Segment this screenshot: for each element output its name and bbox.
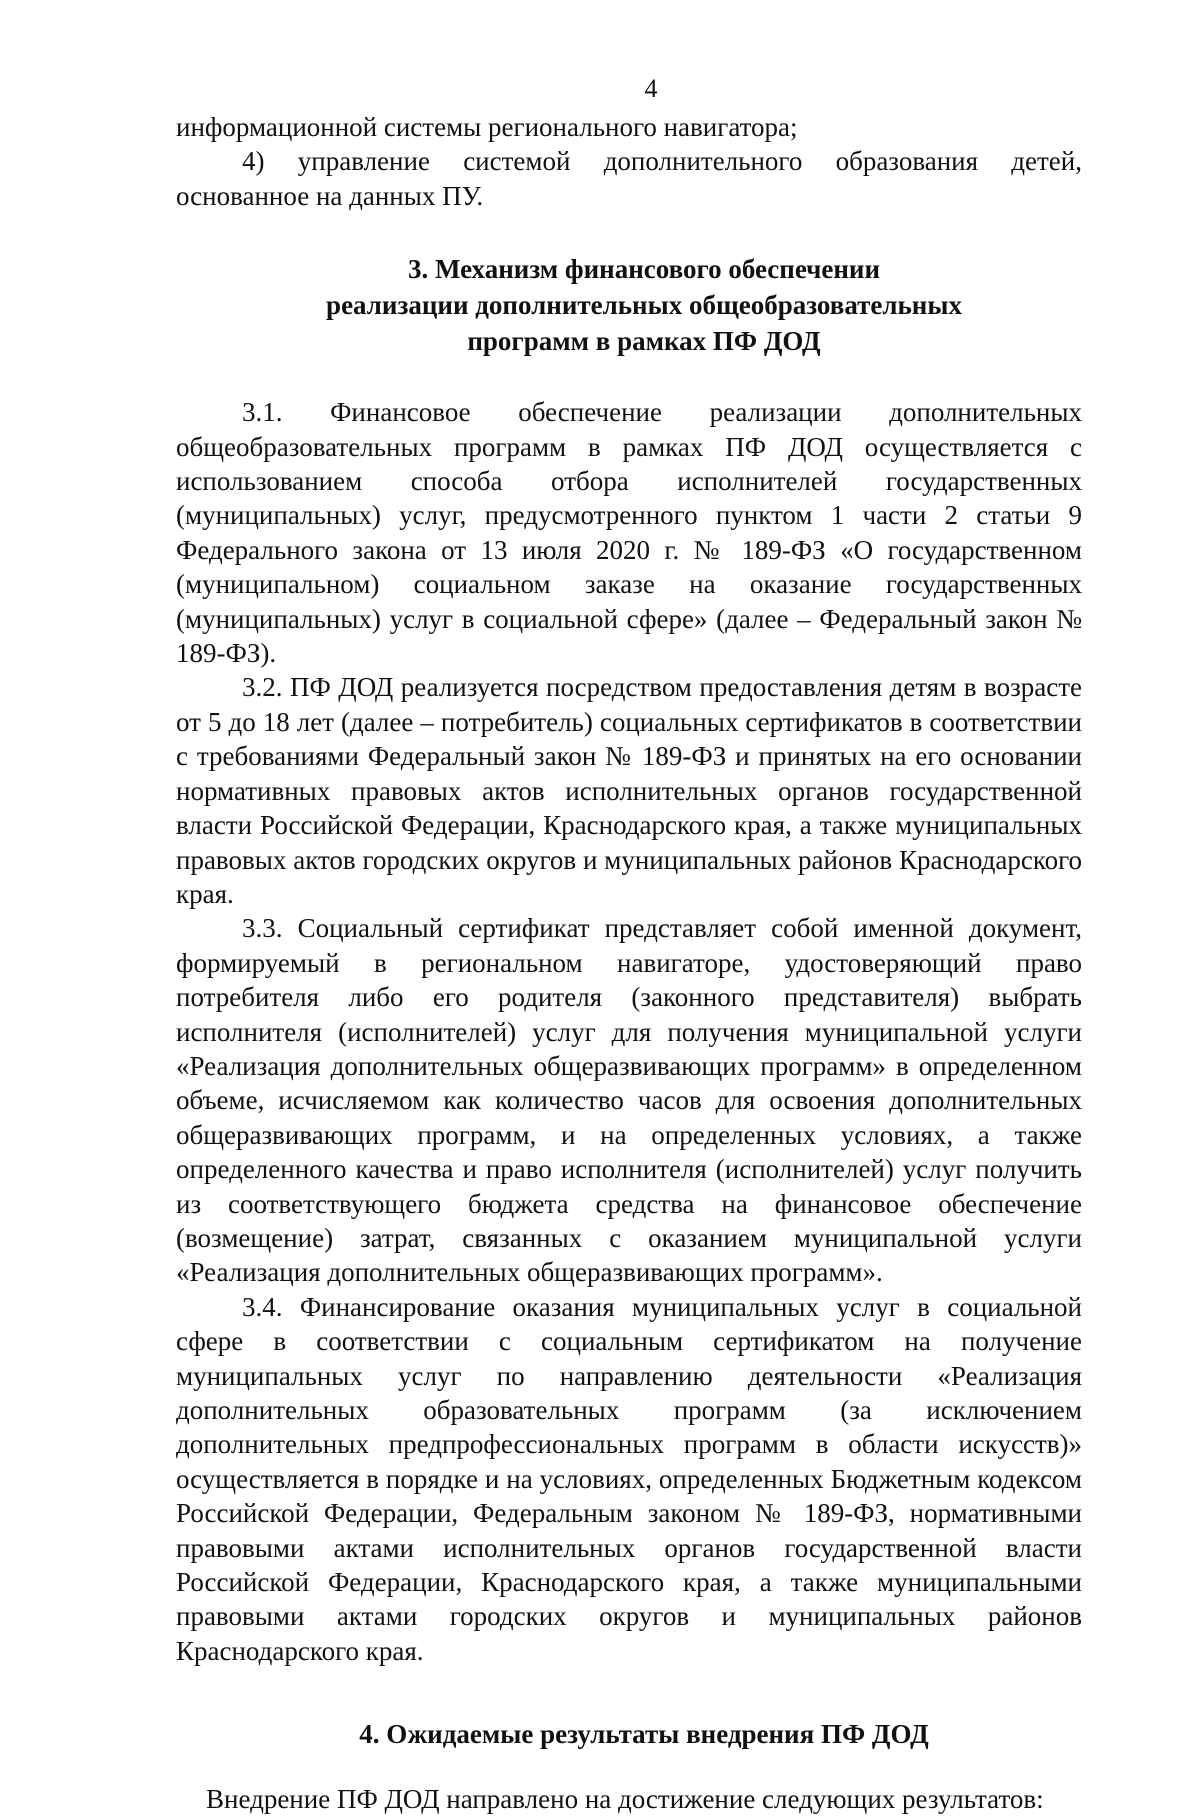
page-number: 4 <box>644 74 658 103</box>
list-item-4: 4) управление системой дополнительного образования детей, основанное на данных ПУ. <box>176 146 1082 211</box>
section-3-heading-line-1: 3. Механизм финансового обеспечении <box>407 254 881 285</box>
paragraph-3-1: 3.1. Финансовое обеспечение реализации дополнительных общеобразовательных программ в рамках ПФ ДОД осуществляется с использованием способа отбора исполнителей государственных (муниципальных) услуг, предусмотренного пунктом 1 части 2 статьи 9 Федерального закона от 13 июля 2020 г. № 189-ФЗ «О государственном (муниципальном) социальном заказе на оказание государственных (муниципальных) услуг в социальной сфере» (далее – Федеральный закон № 189-ФЗ). <box>176 397 1082 669</box>
section-4-intro: Внедрение ПФ ДОД направлено на достижение следующих результатов: <box>206 1784 1044 1815</box>
paragraph-3-2: 3.2. ПФ ДОД реализуется посредством предоставления детям в возрасте от 5 до 18 лет (далее – потребитель) социальных сертификатов в соответствии с требованиями Федеральный закон № 189-ФЗ и принятых на его основании нормативных правовых актов исполнительных органов государственной власти Российской Федерации, Краснодарского края, а также муниципальных правовых актов городских округов и муниципальных районов Краснодарского края. <box>176 672 1082 909</box>
continuation-line: информационной системы регионального навигатора; <box>176 112 798 142</box>
section-3-heading <box>176 251 1082 359</box>
section-3-heading-line-3: программ в рамках ПФ ДОД <box>467 326 821 357</box>
paragraph-3-3: 3.3. Социальный сертификат представляет собой именной документ, формируемый в региональном навигаторе, удостоверяющий право потребителя либо его родителя (законного представителя) выбрать исполнителя (исполнителей) услуг для получения муниципальной услуги «Реализация дополнительных общеразвивающих программ» в определенном объеме, исчисляемом как количество часов для освоения дополнительных общеразвивающих программ, и на определенных условиях, а также определенного качества и право исполнителя (исполнителей) услуг получить из соответствующего бюджета средства на финансовое обеспечение (возмещение) затрат, связанных с оказанием муниципальной услуги «Реализация дополнительных общеразвивающих программ». <box>176 913 1082 1288</box>
section-4-heading: 4. Ожидаемые результаты внедрения ПФ ДОД <box>359 1719 929 1750</box>
section-3-heading-line-2: реализации дополнительных общеобразовательных <box>326 290 962 321</box>
paragraph-3-4: 3.4. Финансирование оказания муниципальных услуг в социальной сфере в соответствии с социальным сертификатом на получение муниципальных услуг по направлению деятельности «Реализация дополнительных образовательных программ (за исключением дополнительных предпрофессиональных программ в области искусств)» осуществляется в порядке и на условиях, определенных Бюджетным кодексом Российской Федерации, Федеральным законом № 189-ФЗ, нормативными правовыми актами исполнительных органов государственной власти Российской Федерации, Краснодарского края, а также муниципальными правовыми актами городских округов и муниципальных районов Краснодарского края. <box>176 1291 1082 1666</box>
